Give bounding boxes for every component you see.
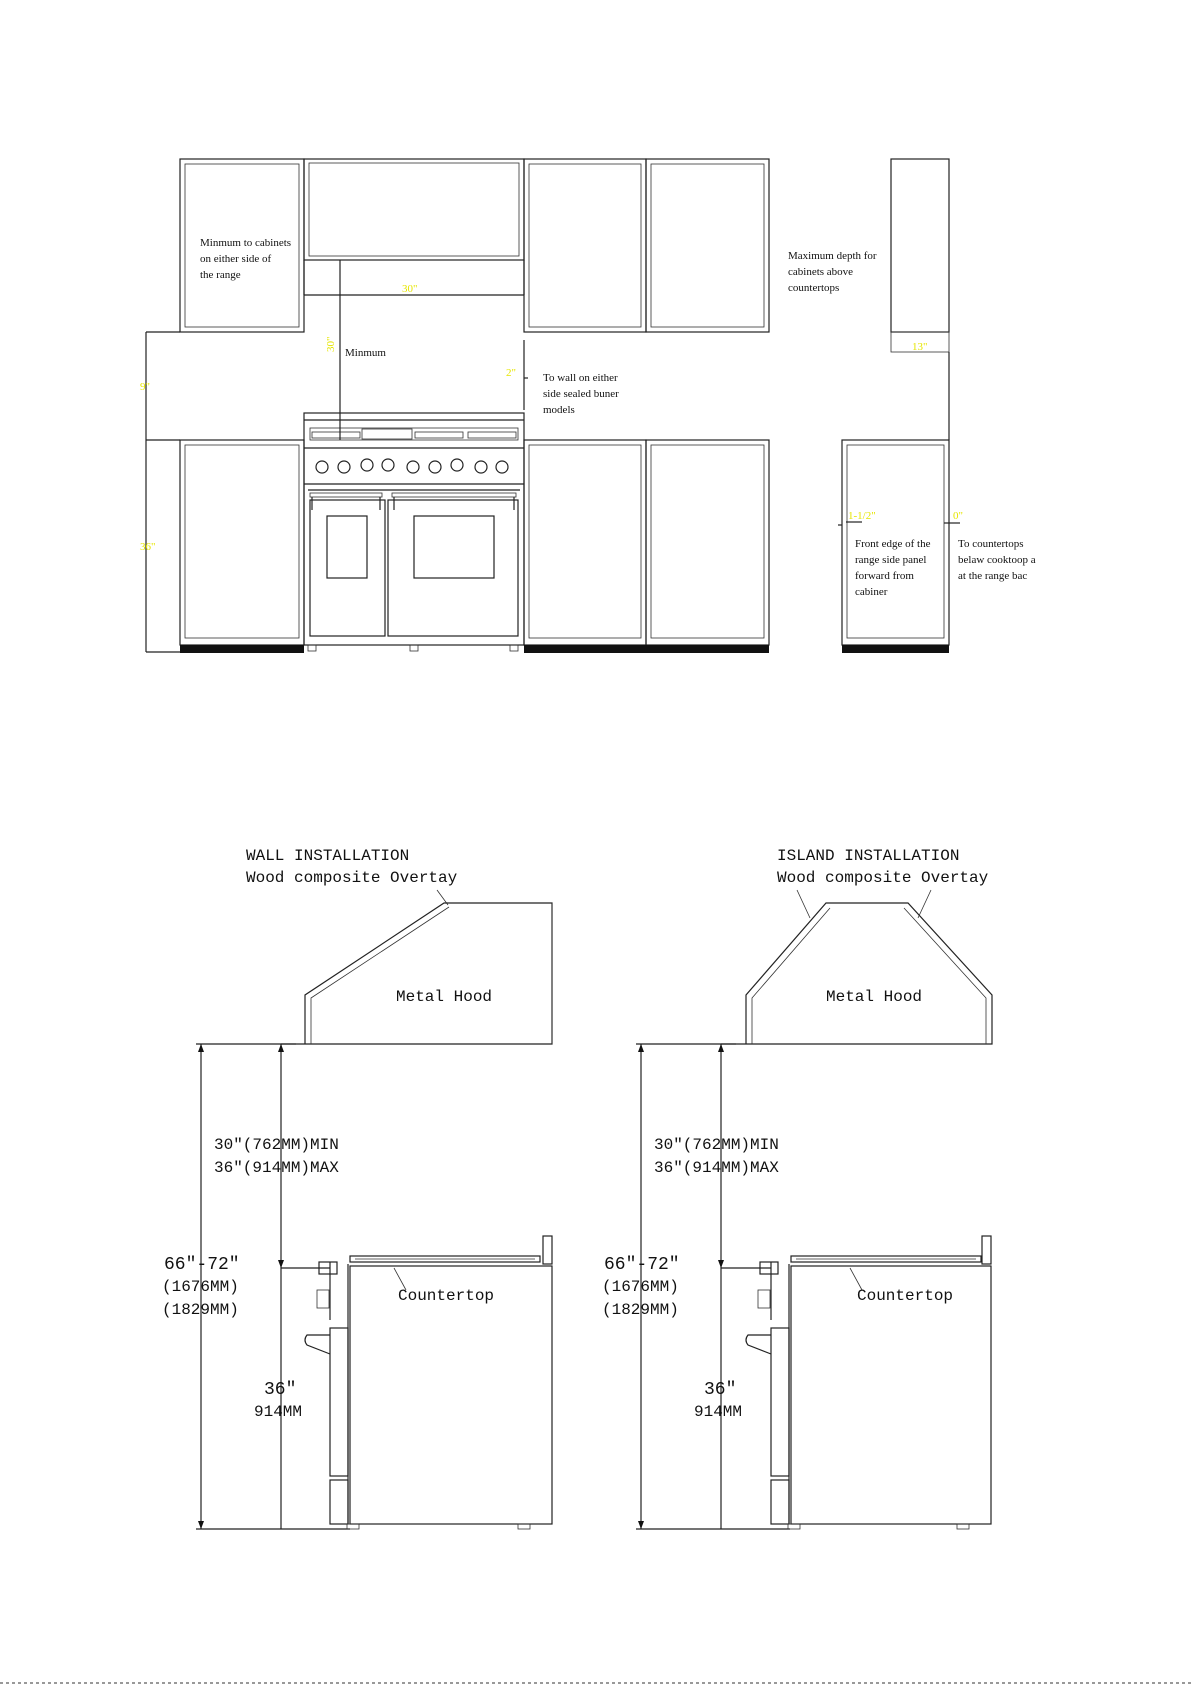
island-hood-label: Metal Hood [826, 988, 923, 1006]
dim-hood-width: 30" [402, 283, 418, 295]
dim-front-edge: 1-1/2" [848, 510, 876, 522]
upper-cabinet-hood [304, 159, 524, 260]
note-countertops-2: belaw cooktoop a [958, 554, 1036, 566]
island-total-height-mm-2: (1829MM) [602, 1301, 679, 1319]
dim-left-lower: 36" [140, 541, 156, 553]
lower-cabinet-left [180, 440, 304, 645]
wall-total-height-mm-2: (1829MM) [162, 1301, 239, 1319]
island-total-height: 66″-72″ [604, 1255, 680, 1275]
range [304, 413, 524, 651]
note-to-wall-1: To wall on either [543, 372, 618, 384]
wall-clearance-max: 36″(914MM)MAX [214, 1159, 339, 1177]
note-min-cabinets-1: Minmum to cabinets [200, 237, 292, 249]
island-subtitle: Wood composite Overtay [777, 869, 989, 887]
island-title: ISLAND INSTALLATION [777, 847, 960, 865]
lower-cabinet-right-1 [524, 440, 646, 645]
wall-countertop-label: Countertop [398, 1287, 495, 1305]
note-front-edge-4: cabiner [855, 586, 888, 598]
note-front-edge-2: range side panel [855, 554, 927, 566]
range-knobs [316, 459, 508, 473]
wall-counter-height-mm: 914MM [254, 1403, 303, 1421]
note-minimum: Minmum [345, 347, 386, 359]
note-max-depth-1: Maximum depth for [788, 250, 877, 262]
note-countertops-1: To countertops [958, 538, 1024, 550]
oven-door-right [388, 500, 518, 636]
lower-cabinet-right-2 [646, 440, 769, 645]
island-counter-height-mm: 914MM [694, 1403, 743, 1421]
note-max-depth-2: cabinets above [788, 266, 854, 278]
island-installation [602, 847, 992, 1529]
oven-door-left [310, 500, 385, 636]
island-range-profile [721, 1236, 991, 1529]
note-to-wall-2: side sealed buner [543, 388, 619, 400]
island-clearance-min: 30″(762MM)MIN [654, 1136, 779, 1154]
note-to-wall-3: models [543, 404, 575, 416]
wall-total-height-mm-1: (1676MM) [162, 1278, 239, 1296]
wall-counter-height: 36″ [264, 1380, 297, 1400]
note-countertops-3: at the range bac [958, 570, 1028, 582]
dim-wall-clearance: 2" [506, 367, 516, 379]
note-min-cabinets-2: on either side of [200, 253, 272, 265]
note-max-depth-3: countertops [788, 282, 840, 294]
upper-cabinet-right-1 [524, 159, 646, 332]
island-counter-height: 36″ [704, 1380, 737, 1400]
wall-subtitle: Wood composite Overtay [246, 869, 458, 887]
island-countertop-label: Countertop [857, 1287, 954, 1305]
wall-hood-label: Metal Hood [396, 988, 493, 1006]
wall-metal-hood [305, 903, 552, 1044]
wall-clearance-min: 30″(762MM)MIN [214, 1136, 339, 1154]
wall-installation [162, 847, 552, 1529]
note-min-cabinets-3: the range [200, 269, 241, 281]
note-front-edge-1: Front edge of the [855, 538, 931, 550]
island-clearance-max: 36″(914MM)MAX [654, 1159, 779, 1177]
dim-countertop-gap: 0" [953, 510, 963, 522]
dim-left-upper: 9" [140, 381, 150, 393]
note-front-edge-3: forward from [855, 570, 914, 582]
dim-min-height: 30" [325, 336, 337, 352]
wall-range-profile [281, 1236, 552, 1529]
island-metal-hood [746, 903, 992, 1044]
dim-max-depth: 13" [912, 341, 928, 353]
island-total-height-mm-1: (1676MM) [602, 1278, 679, 1296]
wall-title: WALL INSTALLATION [246, 847, 410, 865]
wall-total-height: 66″-72″ [164, 1255, 240, 1275]
upper-cabinet-right-2 [646, 159, 769, 332]
side-upper-cabinet [891, 159, 949, 332]
front-elevation [140, 159, 1036, 653]
